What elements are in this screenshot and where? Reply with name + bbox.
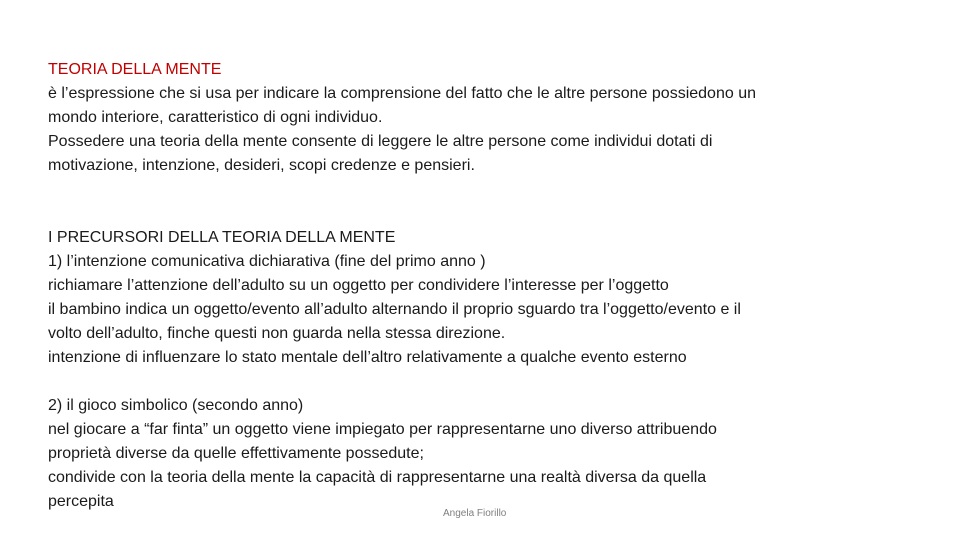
paragraph-line: nel giocare a “far finta” un oggetto viene impiegato per rappresentarne uno diverso attribuendo bbox=[48, 421, 717, 438]
footer-author: Angela Fiorillo bbox=[443, 508, 507, 519]
paragraph-line: condivide con la teoria della mente la capacità di rappresentarne una realtà diversa da quella bbox=[48, 469, 707, 486]
paragraph-line: motivazione, intenzione, desideri, scopi credenze e pensieri. bbox=[48, 157, 475, 174]
paragraph-line: percepita bbox=[48, 493, 114, 510]
paragraph-line: 1) l’intenzione comunicativa dichiarativa (fine del primo anno ) bbox=[48, 253, 486, 270]
paragraph-line: volto dell’adulto, finche questi non guarda nella stessa direzione. bbox=[48, 325, 506, 342]
section-theory-of-mind bbox=[48, 58, 928, 178]
paragraph-line: è l’espressione che si usa per indicare la comprensione del fatto che le altre persone possiedono un bbox=[48, 85, 756, 102]
section-title: I PRECURSORI DELLA TEORIA DELLA MENTE bbox=[48, 229, 396, 246]
paragraph-line: intenzione di influenzare lo stato mentale dell’altro relativamente a qualche evento esterno bbox=[48, 349, 687, 366]
paragraph-line: il bambino indica un oggetto/evento all’adulto alternando il proprio sguardo tra l’oggetto/evento e il bbox=[48, 301, 741, 318]
section-symbolic-play bbox=[48, 394, 928, 514]
paragraph-line: mondo interiore, caratteristico di ogni individuo. bbox=[48, 109, 383, 126]
paragraph-line: Possedere una teoria della mente consente di leggere le altre persone come individui dotati di bbox=[48, 133, 713, 150]
section-title: TEORIA DELLA MENTE bbox=[48, 61, 222, 78]
paragraph-line: 2) il gioco simbolico (secondo anno) bbox=[48, 397, 304, 414]
section-precursors bbox=[48, 226, 928, 370]
paragraph-line: proprietà diverse da quelle effettivamente possedute; bbox=[48, 445, 424, 462]
paragraph-line: richiamare l’attenzione dell’adulto su un oggetto per condividere l’interesse per l’oggetto bbox=[48, 277, 669, 294]
